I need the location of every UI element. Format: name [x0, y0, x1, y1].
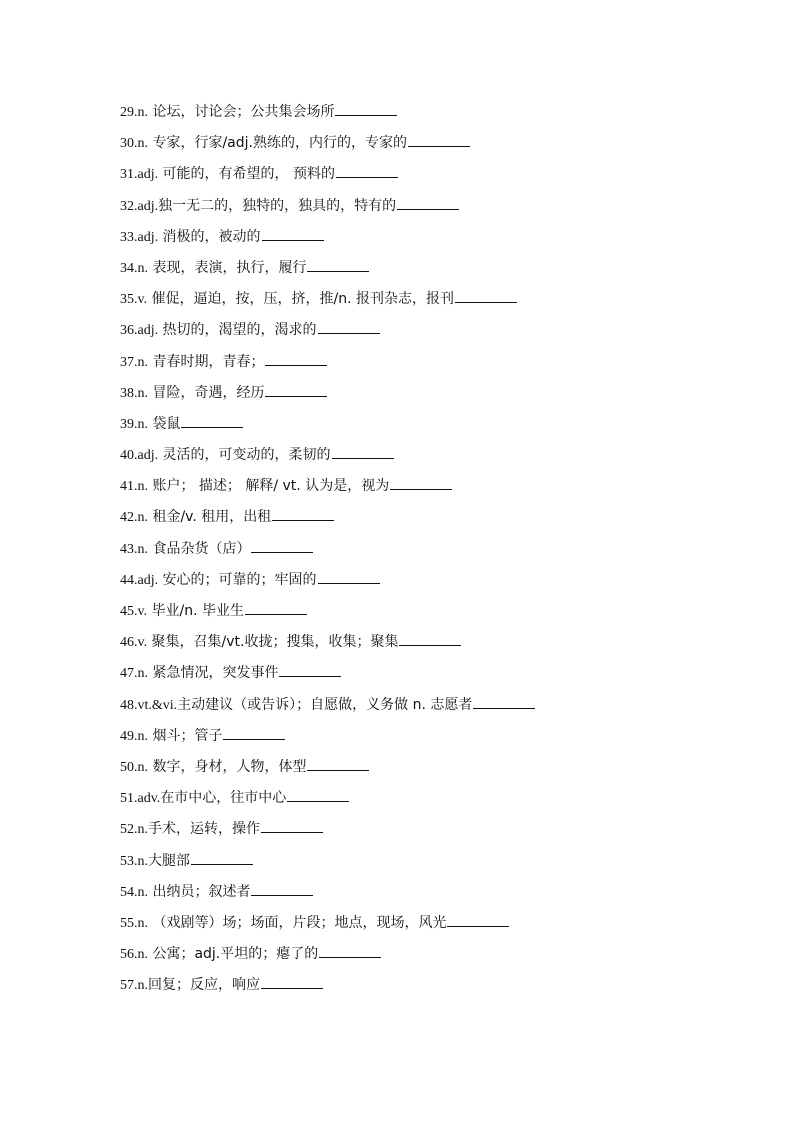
answer-blank: [251, 881, 313, 896]
item-number: 51.adv.: [120, 791, 161, 807]
item-definition: 租金/v. 租用，出租: [148, 509, 272, 526]
item-definition: 消极的，被动的: [158, 228, 261, 245]
vocab-line: [120, 475, 760, 506]
item-definition: 青春时期，青春；: [148, 353, 265, 370]
item-definition: 烟斗；管子: [148, 727, 223, 744]
item-definition: （戏剧等）场；场面，片段；地点，现场，风光: [148, 914, 447, 931]
answer-blank: [307, 257, 369, 272]
answer-blank: [261, 818, 323, 833]
vocab-line: [120, 101, 760, 132]
vocab-line: [120, 257, 760, 288]
item-number: 35.v.: [120, 292, 148, 308]
item-number: 34.n.: [120, 260, 148, 276]
item-definition: 数字，身材，人物，体型: [148, 758, 307, 775]
answer-blank: [447, 912, 509, 927]
item-number: 48.vt.&vi.: [120, 697, 178, 713]
item-definition: 灵活的，可变动的，柔韧的: [158, 447, 331, 464]
vocab-line: [120, 600, 760, 631]
item-definition: 毕业/n. 毕业生: [147, 603, 245, 619]
item-number: 45.v.: [120, 604, 148, 619]
vocab-line: [120, 850, 760, 881]
answer-blank: [408, 132, 470, 147]
item-definition: 论坛，讨论会；公共集会场所: [148, 104, 335, 120]
item-definition: 聚集，召集/vt.收拢；搜集，收集；聚集: [147, 634, 399, 651]
answer-blank: [332, 444, 394, 459]
answer-blank: [279, 662, 341, 677]
item-definition: 催促，逼迫，按，压，挤，推/n. 报刊杂志，报刊: [147, 291, 455, 308]
vocab-line: [120, 694, 760, 725]
vocab-line: [120, 444, 760, 475]
answer-blank: [318, 319, 380, 334]
answer-blank: [307, 756, 369, 771]
item-definition: 手术，运转，操作: [148, 821, 260, 838]
vocab-line: [120, 787, 760, 818]
vocab-line: [120, 538, 760, 569]
item-number: 52.n.: [120, 822, 148, 838]
answer-blank: [319, 943, 381, 958]
item-number: 38.n.: [120, 385, 148, 401]
item-number: 29.n.: [120, 105, 148, 120]
vocab-line: [120, 132, 760, 163]
item-number: 47.n.: [120, 666, 148, 682]
answer-blank: [397, 195, 459, 210]
item-number: 37.n.: [120, 354, 148, 370]
item-number: 36.adj.: [120, 323, 159, 339]
vocab-line: [120, 881, 760, 912]
item-definition: 回复；反应，响应: [148, 977, 260, 994]
item-definition: 出纳员；叙述者: [148, 883, 251, 900]
item-definition: 在市中心，往市中心: [160, 790, 287, 807]
vocab-line: [120, 506, 760, 537]
item-number: 54.n.: [120, 884, 148, 900]
answer-blank: [191, 850, 253, 865]
item-number: 49.n.: [120, 728, 148, 744]
answer-blank: [262, 226, 324, 241]
item-definition: 主动建议（或告诉）；自愿做，义务做 n. 志愿者: [177, 696, 473, 713]
item-number: 57.n.: [120, 978, 148, 994]
answer-blank: [399, 631, 461, 646]
item-definition: 安心的；可靠的；牢固的: [158, 571, 317, 588]
vocab-line: [120, 413, 760, 444]
item-definition: 独一无二的，独特的，独具的，特有的: [158, 197, 397, 214]
item-definition: 冒险，奇遇，经历: [148, 384, 265, 401]
item-definition: 紧急情况，突发事件: [148, 665, 279, 682]
answer-blank: [181, 413, 243, 428]
item-number: 44.adj.: [120, 572, 159, 588]
vocab-line: [120, 943, 760, 974]
answer-blank: [223, 725, 285, 740]
answer-blank: [245, 600, 307, 615]
item-number: 53.n.: [120, 853, 148, 869]
item-definition: 袋鼠: [148, 415, 181, 432]
item-definition: 可能的，有希望的， 预料的: [158, 166, 336, 183]
item-number: 42.n.: [120, 510, 148, 526]
answer-blank: [265, 351, 327, 366]
answer-blank: [318, 569, 380, 584]
vocab-line: [120, 725, 760, 756]
item-definition: 表现，表演，执行，履行: [148, 259, 307, 276]
answer-blank: [261, 974, 323, 989]
answer-blank: [265, 382, 327, 397]
vocab-line: [120, 351, 760, 382]
item-definition: 公寓；adj.平坦的；瘪了的: [148, 946, 319, 963]
item-definition: 账户； 描述； 解释/ vt. 认为是，视为: [148, 478, 390, 495]
item-number: 31.adj.: [120, 167, 159, 183]
item-number: 40.adj.: [120, 448, 159, 464]
vocab-line: [120, 319, 760, 350]
answer-blank: [251, 538, 313, 553]
vocabulary-list: [120, 101, 760, 1005]
item-definition: 食品杂货（店）: [148, 540, 251, 557]
vocab-line: [120, 974, 760, 1005]
item-number: 56.n.: [120, 947, 148, 963]
item-definition: 热切的，渴望的，渴求的: [158, 322, 317, 339]
vocab-line: [120, 569, 760, 600]
vocab-line: [120, 226, 760, 257]
item-number: 30.n.: [120, 136, 148, 152]
vocab-line: [120, 662, 760, 693]
item-number: 46.v.: [120, 635, 148, 651]
answer-blank: [473, 694, 535, 709]
vocab-line: [120, 195, 760, 226]
item-number: 43.n.: [120, 541, 148, 557]
answer-blank: [287, 787, 349, 802]
item-number: 50.n.: [120, 759, 148, 775]
vocab-line: [120, 288, 760, 319]
vocab-line: [120, 631, 760, 662]
item-number: 32.adj.: [120, 198, 159, 214]
answer-blank: [272, 506, 334, 521]
item-number: 33.adj.: [120, 229, 159, 245]
item-number: 39.n.: [120, 416, 148, 432]
vocab-line: [120, 756, 760, 787]
item-number: 41.n.: [120, 479, 148, 495]
answer-blank: [335, 101, 397, 116]
item-definition: 大腿部: [148, 852, 190, 869]
answer-blank: [390, 475, 452, 490]
vocab-line: [120, 818, 760, 849]
vocab-line: [120, 382, 760, 413]
item-definition: 专家，行家/adj.熟练的，内行的，专家的: [148, 135, 407, 152]
answer-blank: [455, 288, 517, 303]
vocab-line: [120, 163, 760, 194]
item-number: 55.n.: [120, 915, 148, 931]
answer-blank: [336, 163, 398, 178]
vocab-line: [120, 912, 760, 943]
